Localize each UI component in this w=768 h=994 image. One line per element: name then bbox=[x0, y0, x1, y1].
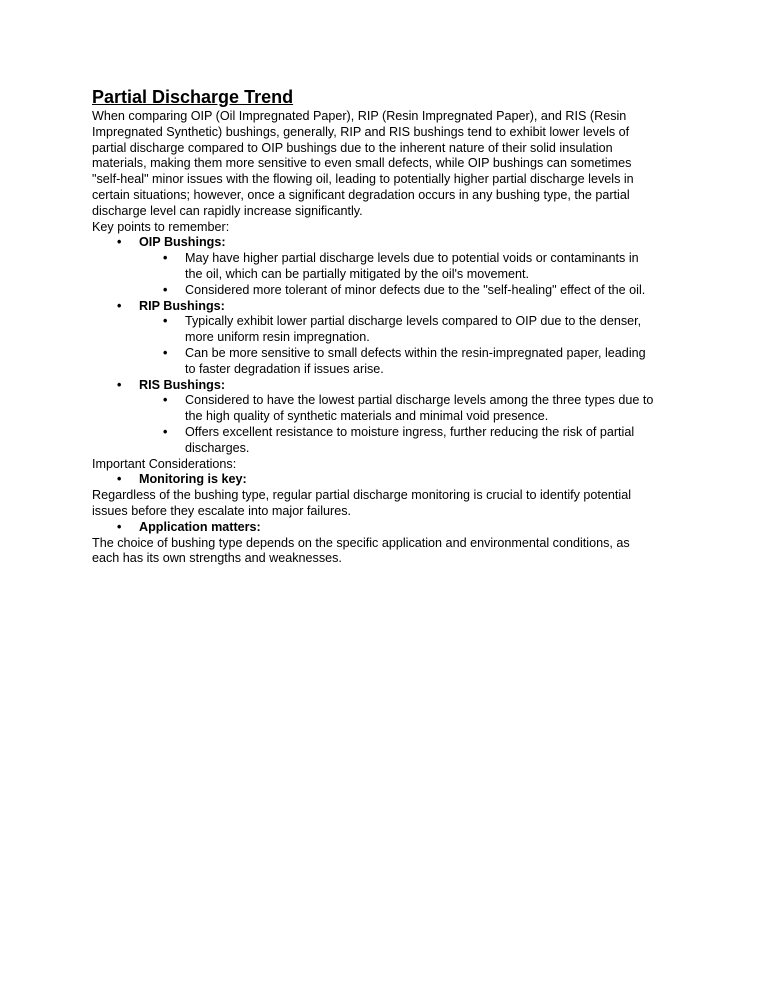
list-item-text: Can be more sensitive to small defects within the resin-impregnated paper, leading bbox=[185, 345, 646, 360]
consideration-line-text: Regardless of the bushing type, regular partial discharge monitoring is crucial to identify potential bbox=[92, 488, 632, 503]
list-item bbox=[92, 409, 692, 425]
consideration-heading-text: Application matters: bbox=[139, 519, 261, 534]
section-heading-text: RIP Bushings: bbox=[139, 298, 225, 313]
page-title: Partial Discharge Trend bbox=[92, 87, 294, 107]
list-item-text: the high quality of synthetic materials and minimal void presence. bbox=[185, 409, 549, 424]
list-item-text: discharges. bbox=[185, 440, 250, 455]
list-item-text: Considered to have the lowest partial discharge levels among the three types due to bbox=[185, 393, 654, 408]
consideration-line bbox=[92, 488, 692, 504]
bullet-icon: • bbox=[117, 472, 122, 487]
list-item bbox=[92, 393, 692, 409]
bullet-icon: • bbox=[117, 298, 122, 313]
list-item-text: more uniform resin impregnation. bbox=[185, 330, 370, 345]
consideration-line-text: each has its own strengths and weaknesses. bbox=[92, 551, 342, 566]
consideration-heading-text: Monitoring is key: bbox=[139, 472, 247, 487]
consideration-line bbox=[92, 504, 692, 520]
key-points-label bbox=[92, 220, 692, 236]
list-item bbox=[92, 267, 692, 283]
key-points-label-text: Key points to remember: bbox=[92, 219, 230, 234]
section-heading-text: OIP Bushings: bbox=[139, 235, 226, 250]
bullet-icon: • bbox=[117, 235, 122, 250]
section-heading bbox=[92, 378, 692, 394]
intro-line-text: Impregnated Synthetic) bushings, generally, RIP and RIS bushings tend to exhibit lower levels of bbox=[92, 124, 630, 139]
intro-line-text: partial discharge compared to OIP bushings due to the inherent nature of their solid insulation bbox=[92, 140, 613, 155]
list-item bbox=[92, 425, 692, 441]
bullet-icon: • bbox=[163, 314, 168, 329]
list-item-text: the oil, which can be partially mitigated by the oil's movement. bbox=[185, 266, 530, 281]
list-item-text: May have higher partial discharge levels due to potential voids or contaminants in bbox=[185, 251, 639, 266]
list-item bbox=[92, 251, 692, 267]
bullet-icon: • bbox=[163, 393, 168, 408]
list-item-text: Considered more tolerant of minor defects due to the "self-healing" effect of the oil. bbox=[185, 282, 646, 297]
intro-line bbox=[92, 204, 692, 220]
intro-line bbox=[92, 156, 692, 172]
consideration-heading bbox=[92, 520, 692, 536]
document-body bbox=[92, 109, 692, 567]
list-item-text: to faster degradation if issues arise. bbox=[185, 361, 384, 376]
consideration-line bbox=[92, 536, 692, 552]
section-heading bbox=[92, 299, 692, 315]
considerations-label-text: Important Considerations: bbox=[92, 456, 237, 471]
intro-line-text: materials, making them more sensitive to even small defects, while OIP bushings can sometimes bbox=[92, 156, 632, 171]
section-heading-text: RIS Bushings: bbox=[139, 377, 226, 392]
list-item bbox=[92, 283, 692, 299]
bullet-icon: • bbox=[117, 519, 122, 534]
intro-line bbox=[92, 125, 692, 141]
intro-line bbox=[92, 141, 692, 157]
intro-line-text: "self-heal" minor issues with the flowing oil, leading to potentially higher partial discharge levels in bbox=[92, 172, 634, 187]
list-item bbox=[92, 314, 692, 330]
bullet-icon: • bbox=[163, 345, 168, 360]
intro-line bbox=[92, 109, 692, 125]
list-item bbox=[92, 346, 692, 362]
bullet-icon: • bbox=[163, 424, 168, 439]
list-item bbox=[92, 330, 692, 346]
intro-line-text: When comparing OIP (Oil Impregnated Paper), RIP (Resin Impregnated Paper), and RIS (Resin bbox=[92, 109, 627, 123]
consideration-line-text: issues before they escalate into major failures. bbox=[92, 503, 352, 518]
list-item-text: Typically exhibit lower partial discharge levels compared to OIP due to the denser, bbox=[185, 314, 642, 329]
bullet-icon: • bbox=[117, 377, 122, 392]
list-item bbox=[92, 441, 692, 457]
bullet-icon: • bbox=[163, 251, 168, 266]
bullet-icon: • bbox=[163, 282, 168, 297]
intro-line-text: discharge level can rapidly increase significantly. bbox=[92, 203, 363, 218]
list-item-text: Offers excellent resistance to moisture ingress, further reducing the risk of partial bbox=[185, 424, 635, 439]
considerations-label bbox=[92, 457, 692, 473]
intro-line bbox=[92, 172, 692, 188]
list-item bbox=[92, 362, 692, 378]
consideration-heading bbox=[92, 472, 692, 488]
section-heading bbox=[92, 235, 692, 251]
intro-line bbox=[92, 188, 692, 204]
consideration-line-text: The choice of bushing type depends on the specific application and environmental conditions, as bbox=[92, 535, 630, 550]
consideration-line bbox=[92, 551, 692, 567]
intro-line-text: certain situations; however, once a significant degradation occurs in any bushing type, the partial bbox=[92, 187, 630, 202]
